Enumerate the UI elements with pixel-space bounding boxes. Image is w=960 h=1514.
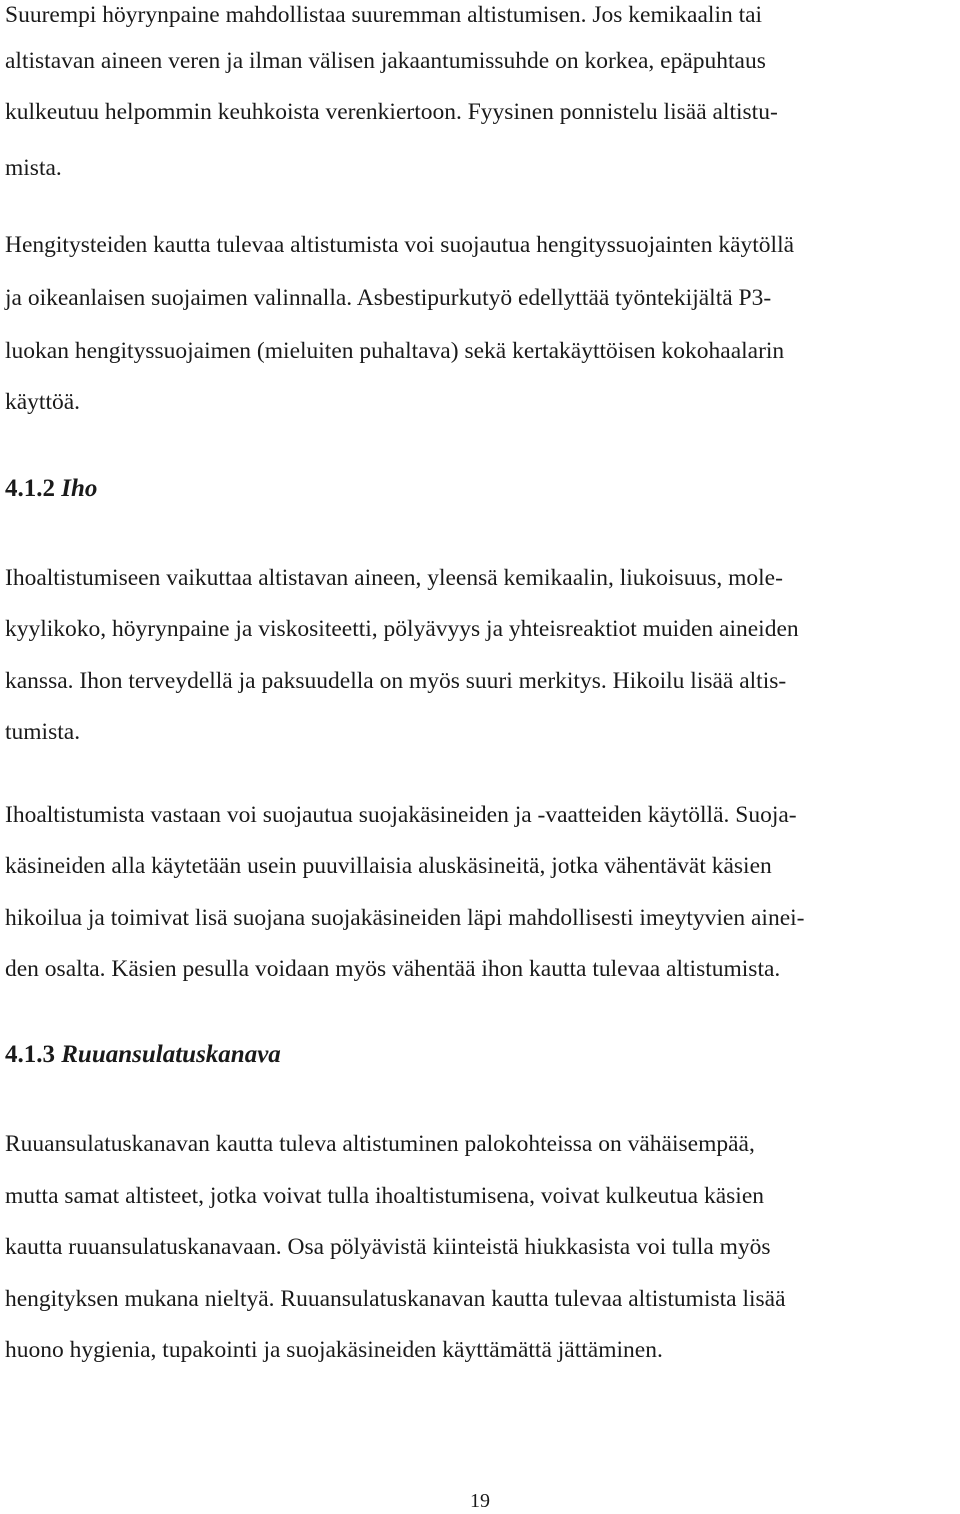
section-number: 4.1.2	[5, 475, 55, 502]
section-heading-4-1-2	[5, 473, 97, 505]
section-title: Ruuansulatuskanava	[61, 1041, 281, 1068]
section-number: 4.1.3	[5, 1041, 55, 1068]
text-line: ja oikeanlaisen suojaimen valinnalla. Asbestipurkutyö edellyttää työntekijältä P3-	[5, 285, 772, 311]
page-number: 19	[470, 1490, 490, 1512]
text-line: den osalta. Käsien pesulla voidaan myös vähentää ihon kautta tulevaa altistumista.	[5, 956, 781, 982]
text-line: kyylikoko, höyrynpaine ja viskositeetti, pölyävyys ja yhteisreaktiot muiden aineiden	[5, 616, 799, 642]
text-line: hikoilua ja toimivat lisä suojana suojakäsineiden läpi mahdollisesti imeytyvien ainei-	[5, 905, 805, 931]
text-line: luokan hengityssuojaimen (mieluiten puhaltava) sekä kertakäyttöisen kokohaalarin	[5, 338, 785, 364]
text-line: Hengitysteiden kautta tulevaa altistumista voi suojautua hengityssuojainten käytöllä	[5, 232, 795, 258]
text-line: Ihoaltistumista vastaan voi suojautua suojakäsineiden ja -vaatteiden käytöllä. Suoja-	[5, 802, 797, 828]
text-line: käsineiden alla käytetään usein puuvillaisia aluskäsineitä, jotka vähentävät käsien	[5, 853, 772, 879]
text-line: Suurempi höyrynpaine mahdollistaa suuremman altistumisen. Jos kemikaalin tai	[5, 2, 763, 28]
text-line: kulkeutuu helpommin keuhkoista verenkiertoon. Fyysinen ponnistelu lisää altistu-	[5, 99, 778, 125]
text-line: käyttöä.	[5, 389, 81, 415]
text-line: Ruuansulatuskanavan kautta tuleva altistuminen palokohteissa on vähäisempää,	[5, 1131, 755, 1157]
text-line: hengityksen mukana nieltyä. Ruuansulatuskanavan kautta tulevaa altistumista lisää	[5, 1286, 786, 1312]
section-heading-4-1-3	[5, 1039, 281, 1071]
text-line: mutta samat altisteet, jotka voivat tulla ihoaltistumisena, voivat kulkeutua käsien	[5, 1183, 765, 1209]
text-line: altistavan aineen veren ja ilman välisen jakaantumissuhde on korkea, epäpuhtaus	[5, 48, 766, 74]
text-line: kautta ruuansulatuskanavaan. Osa pölyävistä kiinteistä hiukkasista voi tulla myös	[5, 1234, 771, 1260]
text-line: kanssa. Ihon terveydellä ja paksuudella on myös suuri merkitys. Hikoilu lisää altis-	[5, 668, 787, 694]
text-line: tumista.	[5, 719, 81, 745]
text-line: huono hygienia, tupakointi ja suojakäsineiden käyttämättä jättäminen.	[5, 1337, 663, 1363]
text-line: mista.	[5, 155, 62, 181]
text-line: Ihoaltistumiseen vaikuttaa altistavan aineen, yleensä kemikaalin, liukoisuus, mole-	[5, 565, 783, 591]
section-title: Iho	[61, 475, 98, 502]
